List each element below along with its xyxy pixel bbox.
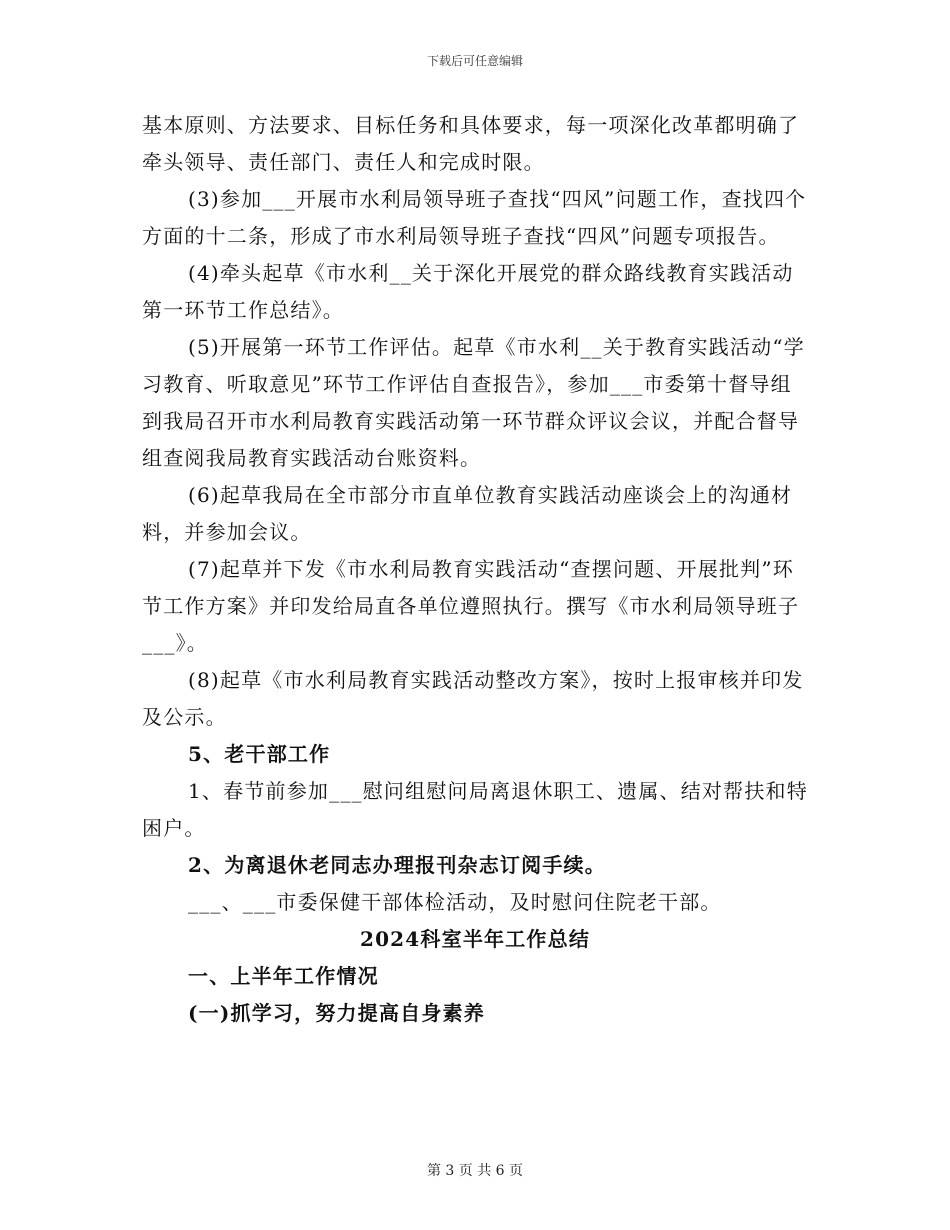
paragraph-retired-1: 1、春节前参加___慰问组慰问局离退休职工、遗属、结对帮扶和特困户。 (142, 779, 808, 840)
section-heading-retired-cadres: 5、老干部工作 (188, 742, 331, 766)
paragraph-item-6: (6)起草我局在全市部分市直单位教育实践活动座谈会上的沟通材料，并参加会议。 (142, 483, 793, 544)
document-body (142, 107, 808, 1032)
paragraph-item-8: (8)起草《市水利局教育实践活动整改方案》，按时上报审核并印发及公示。 (142, 668, 804, 729)
paragraph-item-3: (3)参加___开展市水利局领导班子查找“四风”问题工作，查找四个方面的十二条，形成了市水利局领导班子查找“四风”问题专项报告。 (142, 187, 807, 248)
paragraph-item-7: (7)起草并下发《市水利局教育实践活动“查摆问题、开展批判”环节工作方案》并印发给局直各单位遵照执行。撰写《市水利局领导班子___》。 (142, 557, 800, 655)
paragraph-continuation: 基本原则、方法要求、目标任务和具体要求，每一项深化改革都明确了牵头领导、责任部门、责任人和完成时限。 (142, 113, 800, 174)
paragraph-retired-3: ___、___市委保健干部体检活动，及时慰问住院老干部。 (188, 890, 722, 914)
paragraph-retired-2: 2、为离退休老同志办理报刊杂志订阅手续。 (188, 853, 606, 877)
page-number: 第 3 页 共 6 页 (426, 1163, 524, 1179)
page-header-note: 下载后可任意编辑 (426, 54, 523, 68)
subsection-heading-study: (一)抓学习，努力提高自身素养 (188, 1001, 485, 1025)
paragraph-item-4: (4)牵头起草《市水利__关于深化开展党的群众路线教育实践活动第一环节工作总结》。 (142, 261, 794, 322)
document-title: 2024科室半年工作总结 (359, 927, 591, 951)
section-heading-first-half: 一、上半年工作情况 (188, 964, 379, 988)
paragraph-item-5: (5)开展第一环节工作评估。起草《市水利__关于教育实践活动“学习教育、听取意见”环节工作评估自查报告》，参加___市委第十督导组到我局召开市水利局教育实践活动第一环节群众评议会议，并配合督导组查阅我局教育实践活动台账资料。 (142, 335, 805, 470)
